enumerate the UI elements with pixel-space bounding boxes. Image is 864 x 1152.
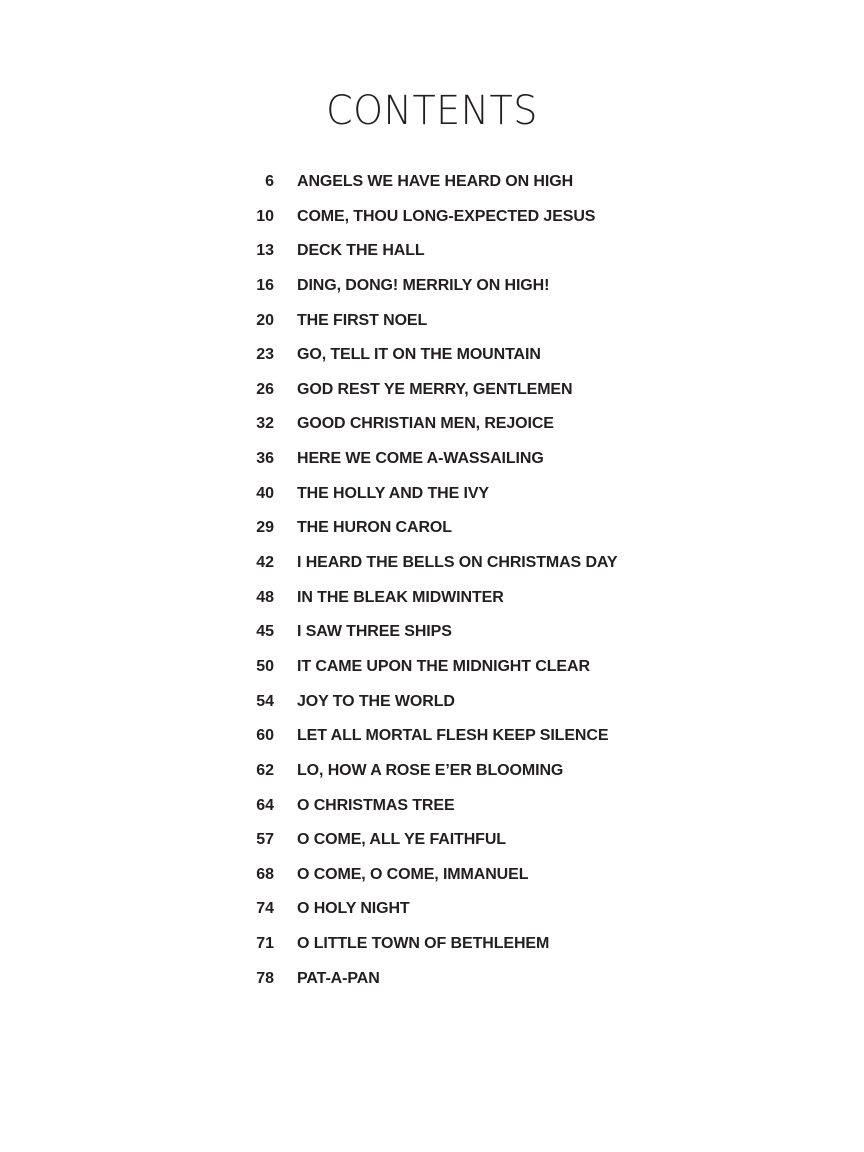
page-number: 48 [256, 588, 274, 606]
contents-entry [0, 587, 864, 622]
song-title: I HEARD THE BELLS ON CHRISTMAS DAY [297, 554, 618, 572]
contents-list [0, 171, 864, 1002]
contents-entry [0, 517, 864, 552]
page-number: 54 [256, 692, 274, 710]
contents-entry [0, 898, 864, 933]
contents-entry [0, 691, 864, 726]
page-number: 62 [256, 761, 274, 779]
page-number: 29 [256, 519, 274, 537]
song-title: IT CAME UPON THE MIDNIGHT CLEAR [297, 657, 590, 675]
page-number: 6 [265, 173, 274, 190]
song-title: THE HURON CAROL [297, 519, 452, 537]
page-number: 13 [256, 242, 274, 260]
page-number: 60 [256, 727, 274, 745]
contents-entry [0, 968, 864, 1003]
song-title: O CHRISTMAS TREE [297, 796, 455, 814]
song-title: LO, HOW A ROSE E’ER BLOOMING [297, 761, 564, 779]
contents-entry [0, 413, 864, 448]
contents-entry [0, 344, 864, 379]
contents-entry [0, 933, 864, 968]
page-number: 20 [256, 311, 274, 329]
page-number: 40 [256, 484, 274, 502]
contents-entry [0, 448, 864, 483]
contents-entry [0, 240, 864, 275]
contents-entry [0, 171, 864, 206]
page-number: 23 [256, 346, 274, 364]
song-title: GOD REST YE MERRY, GENTLEMEN [297, 380, 573, 398]
contents-entry [0, 864, 864, 899]
song-title: O LITTLE TOWN OF BETHLEHEM [297, 935, 550, 953]
song-title: DING, DONG! MERRILY ON HIGH! [297, 276, 550, 294]
contents-entry [0, 829, 864, 864]
contents-entry [0, 483, 864, 518]
song-title: GO, TELL IT ON THE MOUNTAIN [297, 346, 541, 364]
song-title: O COME, ALL YE FAITHFUL [297, 831, 506, 849]
song-title: LET ALL MORTAL FLESH KEEP SILENCE [297, 727, 609, 745]
page-number: 16 [256, 276, 274, 294]
page-number: 74 [256, 900, 274, 918]
page-number: 64 [256, 796, 274, 814]
contents-entry [0, 379, 864, 414]
contents-entry [0, 725, 864, 760]
song-title: HERE WE COME A-WASSAILING [297, 450, 544, 468]
page-title: CONTENTS [326, 88, 538, 134]
song-title: IN THE BLEAK MIDWINTER [297, 588, 504, 606]
page-number: 68 [256, 865, 274, 883]
song-title: COME, THOU LONG-EXPECTED JESUS [297, 207, 596, 225]
contents-entry [0, 656, 864, 691]
page-number: 45 [256, 623, 274, 641]
song-title: ANGELS WE HAVE HEARD ON HIGH [297, 173, 574, 190]
contents-entry [0, 310, 864, 345]
contents-entry [0, 552, 864, 587]
song-title: PAT-A-PAN [297, 969, 380, 987]
page-number: 36 [256, 450, 274, 468]
page-number: 50 [256, 657, 274, 675]
song-title: THE HOLLY AND THE IVY [297, 484, 490, 502]
song-title: GOOD CHRISTIAN MEN, REJOICE [297, 415, 554, 433]
contents-entry [0, 275, 864, 310]
song-title: JOY TO THE WORLD [297, 692, 455, 710]
page-number: 10 [256, 207, 274, 225]
song-title: O HOLY NIGHT [297, 900, 410, 918]
song-title: O COME, O COME, IMMANUEL [297, 865, 529, 883]
page-number: 71 [256, 935, 274, 953]
page-number: 57 [256, 831, 274, 849]
page-number: 26 [256, 380, 274, 398]
song-title: DECK THE HALL [297, 242, 425, 260]
contents-entry [0, 621, 864, 656]
page-number: 42 [256, 554, 274, 572]
contents-entry [0, 206, 864, 241]
contents-entry [0, 795, 864, 830]
page-number: 32 [256, 415, 274, 433]
page-number: 78 [256, 969, 274, 987]
song-title: THE FIRST NOEL [297, 311, 428, 329]
song-title: I SAW THREE SHIPS [297, 623, 452, 641]
contents-entry [0, 760, 864, 795]
